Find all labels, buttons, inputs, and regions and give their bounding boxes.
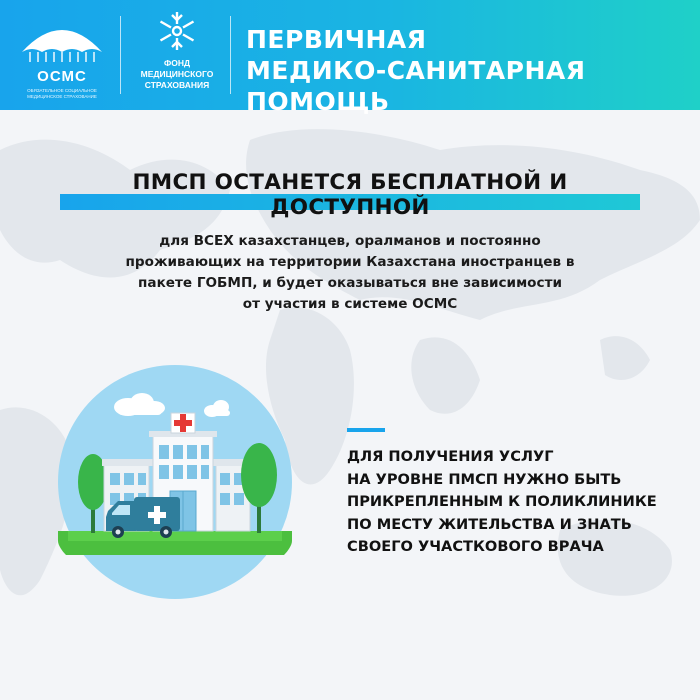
intro-line: пакете ГОБМП, и будет оказываться вне зависимости — [138, 275, 562, 291]
page-title-line1: ПЕРВИЧНАЯ — [246, 25, 427, 54]
intro-paragraph — [120, 231, 580, 315]
fund-logo-text — [130, 58, 224, 91]
fund-logo — [130, 10, 224, 100]
fund-logo-line1: ФОНД — [163, 58, 191, 68]
intro-line: проживающих на территории Казахстана иностранцев в — [125, 254, 575, 270]
header-divider — [230, 16, 231, 94]
info-line: ПО МЕСТУ ЖИТЕЛЬСТВА И ЗНАТЬ — [347, 515, 632, 533]
page-title-line2: МЕДИКО-САНИТАРНАЯ ПОМОЩЬ — [246, 56, 586, 116]
intro-line: от участия в системе ОСМС — [242, 296, 458, 312]
page-title — [246, 24, 686, 117]
info-line: ДЛЯ ПОЛУЧЕНИЯ УСЛУГ — [347, 448, 554, 465]
info-line: СВОЕГО УЧАСТКОВОГО ВРАЧА — [347, 538, 604, 555]
header-divider — [120, 16, 121, 94]
osms-logo — [14, 12, 114, 102]
osms-logo-subtitle: ОБЯЗАТЕЛЬНОЕ СОЦИАЛЬНОЕ МЕДИЦИНСКОЕ СТРАХОВАНИЕ — [27, 88, 97, 99]
headline-block — [60, 168, 640, 220]
snowflake-icon — [156, 10, 198, 52]
intro-line: для ВСЕХ казахстанцев, оралманов и постоянно — [159, 233, 541, 249]
fund-logo-line2: МЕДИЦИНСКОГО — [140, 69, 214, 79]
tree-icon — [241, 443, 277, 507]
info-line: ПРИКРЕПЛЕННЫМ К ПОЛИКЛИНИКЕ — [347, 493, 657, 510]
info-line: НА УРОВНЕ ПМСП НУЖНО БЫТЬ — [347, 470, 622, 488]
umbrella-icon — [18, 12, 106, 72]
accent-line — [347, 428, 385, 432]
headline: ПМСП ОСТАНЕТСЯ БЕСПЛАТНОЙ И ДОСТУПНОЙ — [132, 170, 568, 220]
osms-logo-text: ОСМС — [37, 68, 87, 85]
grass — [68, 531, 282, 541]
info-text — [347, 446, 677, 559]
fund-logo-line3: СТРАХОВАНИЯ — [144, 80, 210, 90]
header-banner — [0, 0, 700, 116]
hospital-illustration — [58, 365, 292, 599]
